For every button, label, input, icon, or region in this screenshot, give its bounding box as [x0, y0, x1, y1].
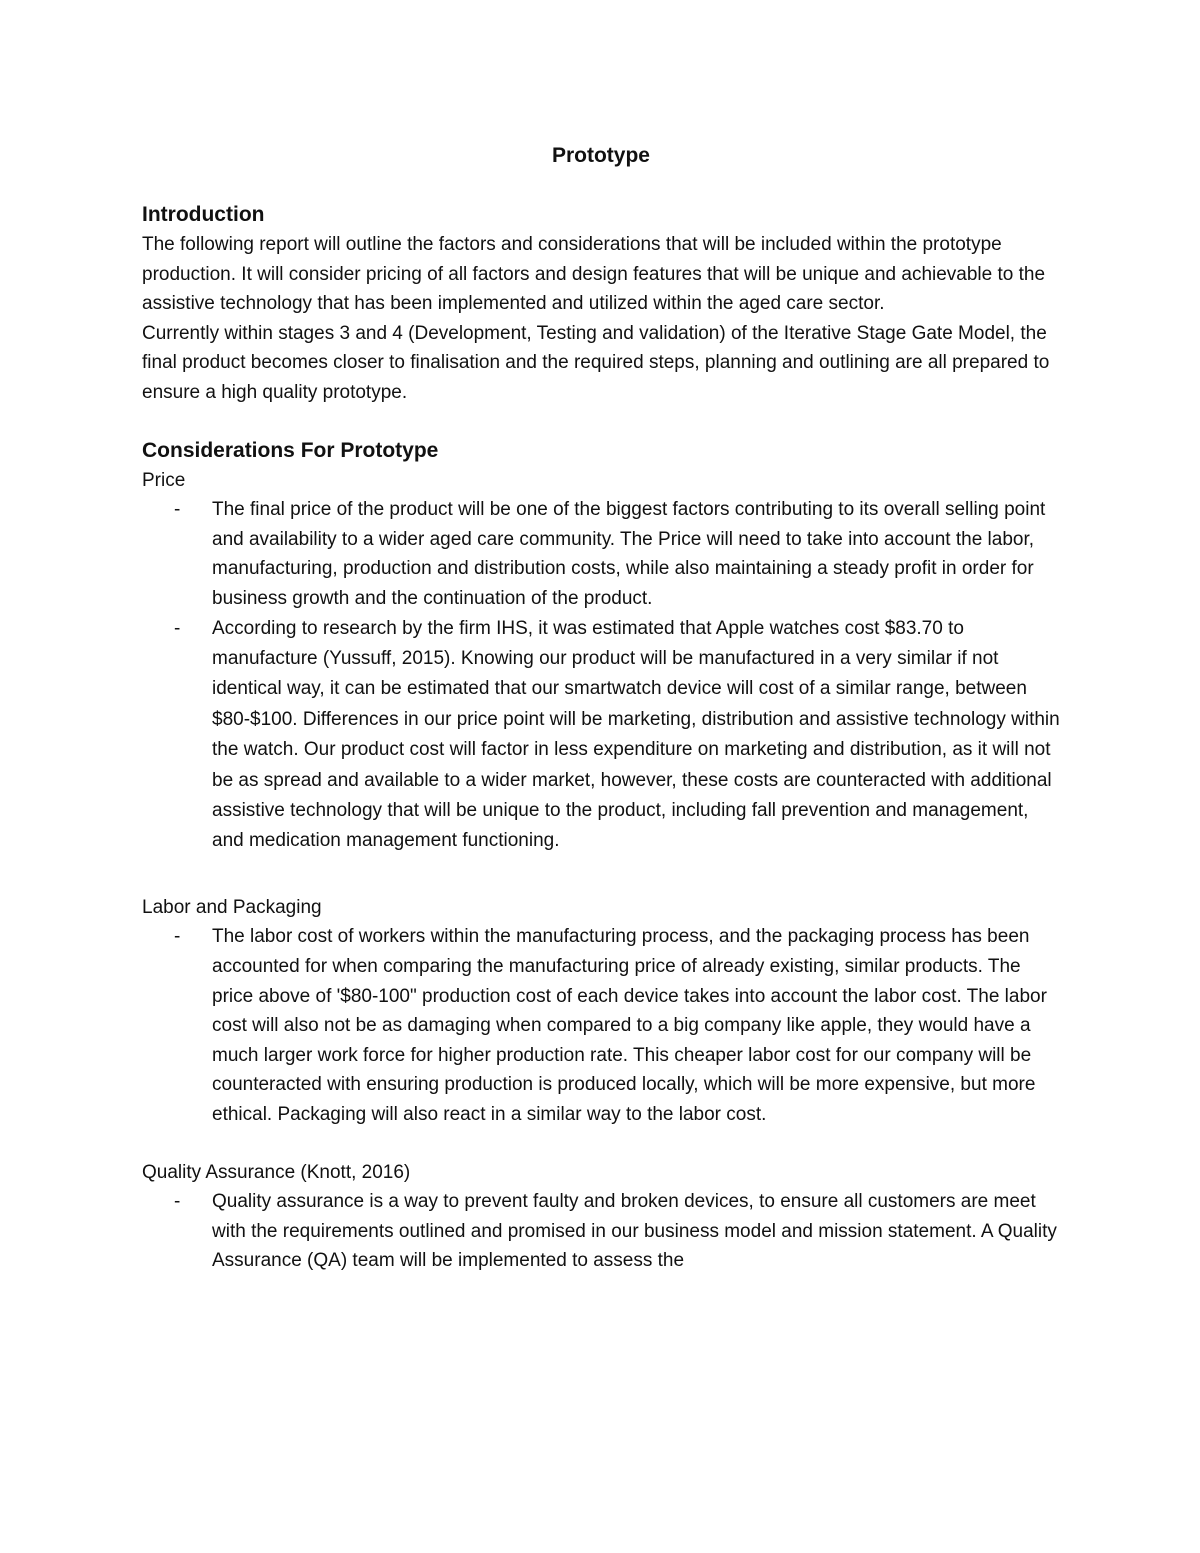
bullet-dash: - — [174, 1191, 181, 1213]
considerations-heading: Considerations For Prototype — [142, 438, 439, 462]
labor-packaging-list — [142, 922, 1060, 1129]
introduction-heading: Introduction — [142, 203, 265, 226]
labor-packaging-subheading: Labor and Packaging — [142, 896, 322, 918]
price-list — [142, 495, 1060, 857]
price-item-2-text: According to research by the firm IHS, it was estimated that Apple watches cost $83.70 to manufacture (Yussuff, 2015). Knowing our product will be manufactured in a very similar if not identical way, it can be estimated that our smartwatch device will cost of a similar range, between $80-$100. Differences in our price point will be marketing, distribution and assistive technology within the watch. Our product cost will factor in less expenditure on marketing and distribution, as it will not be as spread and available to a wider market, however, these costs are counteracted with additional assistive technology that will be unique to the product, including fall prevention and management, and medication management functioning. — [212, 617, 1060, 852]
bullet-dash: - — [174, 499, 181, 521]
price-item-1-text: The final price of the product will be one of the biggest factors contributing to its overall selling point and availability to a wider aged care community. The Price will need to take into account the labor, manufacturing, production and distribution costs, while also maintaining a steady profit in order for business growth and the continuation of the product. — [212, 499, 1046, 609]
list-item — [142, 614, 1060, 857]
page-title: Prototype — [551, 144, 650, 167]
introduction-paragraph-2: Currently within stages 3 and 4 (Development, Testing and validation) of the Iterative Stage Gate Model, the final product becomes closer to finalisation and the required steps, planning and outlining are all prepared to ensure a high quality prototype. — [142, 322, 1050, 403]
quality-assurance-item-1-text: Quality assurance is a way to prevent faulty and broken devices, to ensure all customers are meet with the requirements outlined and promised in our business model and mission statement. A Quality Assurance (QA) team will be implemented to assess the — [212, 1191, 1057, 1272]
quality-assurance-list — [142, 1187, 1060, 1276]
quality-assurance-subheading: Quality Assurance (Knott, 2016) — [142, 1161, 411, 1183]
labor-packaging-item-1-text: The labor cost of workers within the manufacturing process, and the packaging process has been accounted for when comparing the manufacturing price of already existing, similar products. The price above of '$80-100" production cost of each device takes into account the labor cost. The labor cost will also not be as damaging when compared to a big company like apple, they would have a much larger work force for higher production rate. This cheaper labor cost for our company will be counteracted with ensuring production is produced locally, which will be more expensive, but more ethical. Packaging will also react in a similar way to the labor cost. — [212, 926, 1047, 1125]
bullet-dash: - — [174, 617, 181, 639]
price-subheading: Price — [142, 469, 186, 491]
introduction-paragraph-1: The following report will outline the factors and considerations that will be included within the prototype production. It will consider pricing of all factors and design features that will be unique and achievable to the assistive technology that has been implemented and utilized within the aged care sector. — [142, 234, 1046, 315]
bullet-dash: - — [174, 926, 181, 948]
list-item — [142, 495, 1060, 613]
list-item — [142, 1187, 1060, 1276]
list-item — [142, 922, 1060, 1129]
